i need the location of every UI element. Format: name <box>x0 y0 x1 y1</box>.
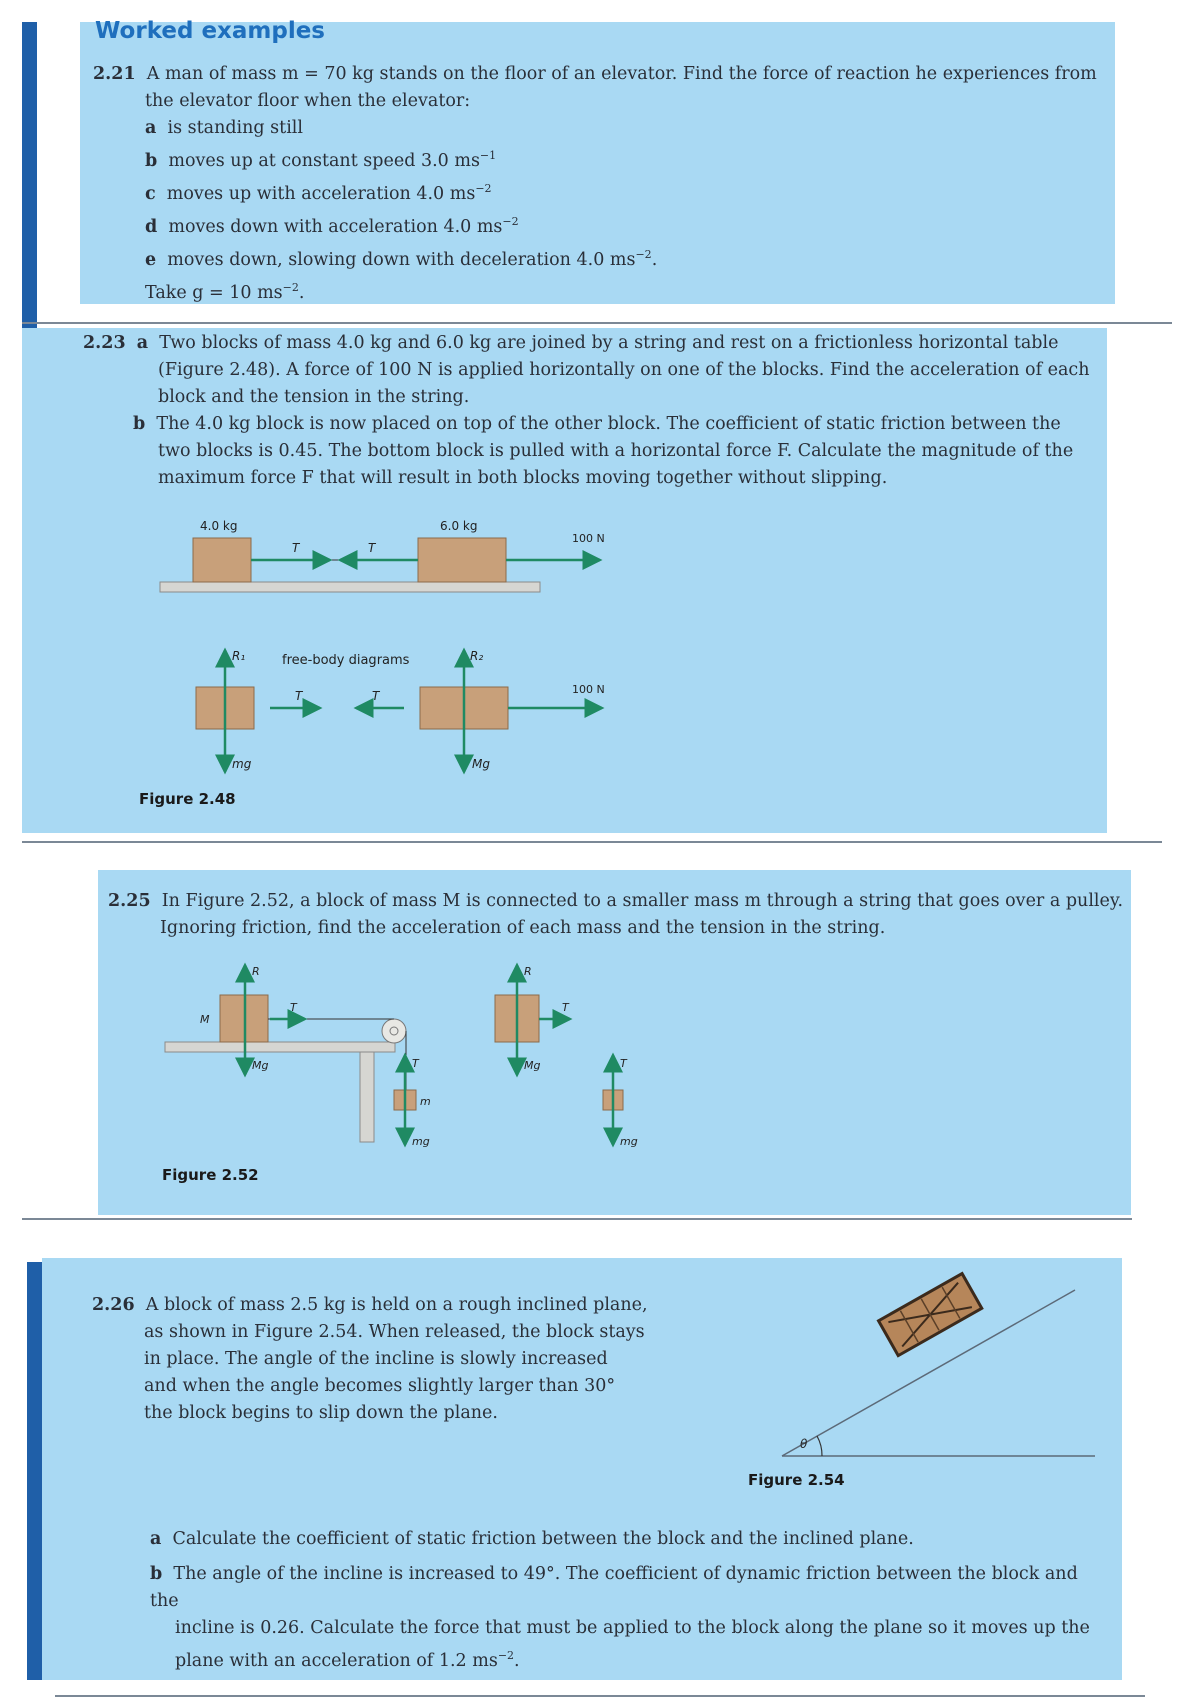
q225-line1: In Figure 2.52, a block of mass M is connected to a smaller mass m through a string that goes over a pulley. <box>161 891 1124 911</box>
q226-line2: as shown in Figure 2.54. When released, the block stays <box>144 1322 645 1342</box>
fbd-label-100N: 100 N <box>572 683 605 696</box>
q221-take: Take g = 10 $ms^{-2}$. <box>145 281 305 303</box>
q223-a-line2: (Figure 2.48). A force of 100 N is applied horizontally on one of the blocks. Find the acceleration of each <box>158 360 1090 380</box>
label-m: m <box>420 1095 431 1108</box>
fbd-label-Mg: Mg <box>524 1059 541 1072</box>
block-4kg <box>193 538 251 582</box>
fbd-label-mg: mg <box>232 757 252 771</box>
fbd-label-Mg: Mg <box>472 757 490 771</box>
q223-b-label: b <box>133 414 146 434</box>
q221-line2: the elevator floor when the elevator: <box>145 91 471 111</box>
q221-number: 2.21 <box>93 64 136 84</box>
panel-2-26-bar <box>27 1262 42 1680</box>
divider-bottom <box>55 1695 1145 1697</box>
fbd-label-R: R <box>524 965 532 978</box>
q221-part-c: c moves up with acceleration 4.0 $ms^{-2}$ <box>145 182 492 204</box>
table-leg <box>360 1052 374 1142</box>
q226-parts <box>150 1526 1110 1675</box>
q226-line4: and when the angle becomes slightly larger than 30° <box>144 1376 616 1396</box>
figure-2-48 <box>120 510 640 810</box>
label-Mg: Mg <box>252 1059 269 1072</box>
crate <box>879 1274 982 1356</box>
q225-text <box>108 888 1128 942</box>
figure-2-54 <box>740 1270 1100 1470</box>
fbd-label-R2: R₂ <box>470 649 484 663</box>
label-T: T <box>290 1001 297 1014</box>
fbd-label-R1: R₁ <box>232 649 246 663</box>
table-2 <box>165 1042 395 1052</box>
q221-part-b: b moves up at constant speed 3.0 $ms^{-1}$ <box>145 149 497 171</box>
divider-3 <box>22 1218 1132 1220</box>
fbd-label-mg: mg <box>620 1135 638 1148</box>
q221-text <box>93 61 1113 307</box>
fbd-label-T2: T <box>372 689 380 703</box>
q223-b-line2: two blocks is 0.45. The bottom block is pulled with a horizontal force F. Calculate the magnitude of the <box>158 441 1074 461</box>
q226-a-text: Calculate the coefficient of static friction between the block and the inclined plane. <box>172 1529 914 1549</box>
label-mg: mg <box>412 1135 430 1148</box>
table <box>160 582 540 592</box>
q221-line1: A man of mass m = 70 kg stands on the floor of an elevator. Find the force of reaction he experiences from <box>146 64 1097 84</box>
label-T-m: T <box>412 1057 419 1070</box>
fbd-label-T: T <box>562 1001 569 1014</box>
q226-b-line2: incline is 0.26. Calculate the force that must be applied to the block along the plane so it moves up the <box>175 1618 1090 1638</box>
caption-2-54: Figure 2.54 <box>748 1471 845 1489</box>
divider-1 <box>22 322 1172 324</box>
caption-2-48: Figure 2.48 <box>139 790 236 808</box>
angle-arc <box>817 1436 822 1456</box>
pulley <box>382 1019 406 1043</box>
divider-2 <box>22 841 1162 843</box>
q223-a-line1: Two blocks of mass 4.0 kg and 6.0 kg are joined by a string and rest on a frictionless horizontal table <box>159 333 1059 353</box>
q226-line1: A block of mass 2.5 kg is held on a rough inclined plane, <box>145 1295 648 1315</box>
q226-b-line3: plane with an acceleration of 1.2 $ms^{-2}$. <box>175 1649 520 1671</box>
block-6kg <box>418 538 506 582</box>
q226-line5: the block begins to slip down the plane. <box>144 1403 498 1423</box>
caption-2-52: Figure 2.52 <box>162 1166 259 1184</box>
q223-b-line1: The 4.0 kg block is now placed on top of the other block. The coefficient of static friction between the <box>156 414 1061 434</box>
q225-number: 2.25 <box>108 891 151 911</box>
label-fbd: free-body diagrams <box>282 653 410 668</box>
q221-part-d: d moves down with acceleration 4.0 $ms^{-2}$ <box>145 215 519 237</box>
q221-part-e: e moves down, slowing down with deceleration 4.0 $ms^{-2}$. <box>145 248 658 270</box>
figure-2-52 <box>150 955 670 1170</box>
label-T2: T <box>368 541 376 555</box>
q226-a-label: a <box>150 1529 162 1549</box>
q226-b-label: b <box>150 1564 163 1584</box>
q226-number: 2.26 <box>92 1295 135 1315</box>
q225-line2: Ignoring friction, find the acceleration of each mass and the tension in the string. <box>160 918 886 938</box>
panel-2-21-bar <box>22 22 37 340</box>
label-6kg: 6.0 kg <box>440 519 478 533</box>
q223-number: 2.23 <box>83 333 126 353</box>
label-T1: T <box>292 541 300 555</box>
q223-a-line3: block and the tension in the string. <box>158 387 470 407</box>
label-100N: 100 N <box>572 532 605 545</box>
q223-b-line3: maximum force F that will result in both blocks moving together without slipping. <box>158 468 888 488</box>
q223-text: 2.23 a Two blocks of mass 4.0 kg and 6.0 kg are joined by a string and rest on a frictionless horizontal table (Figure 2.48). A force of 100 N is applied horizontally on one of the blocks. Find the acceleration of each block and the tension in the string. b The 4.0 kg block is now placed on top of the other block. The coefficient of static friction between the two blocks is 0.45. The bottom block is pulled with a horizontal force F. Calculate the magnitude of the maximum force F that will result in both blocks moving together without slipping. <box>83 330 1103 492</box>
fbd-label-T-m: T <box>620 1057 627 1070</box>
label-R: R <box>252 965 260 978</box>
fbd-label-T1: T <box>295 689 303 703</box>
section-title: Worked examples <box>95 18 325 44</box>
label-4kg: 4.0 kg <box>200 519 238 533</box>
label-theta: θ <box>800 1437 808 1451</box>
q226-b-line1: The angle of the incline is increased to 49°. The coefficient of dynamic friction between the block and the <box>150 1564 1078 1611</box>
label-M: M <box>200 1013 210 1026</box>
q226-line3: in place. The angle of the incline is slowly increased <box>144 1349 608 1369</box>
q221-part-a: a is standing still <box>145 118 303 138</box>
q226-text <box>92 1292 692 1427</box>
